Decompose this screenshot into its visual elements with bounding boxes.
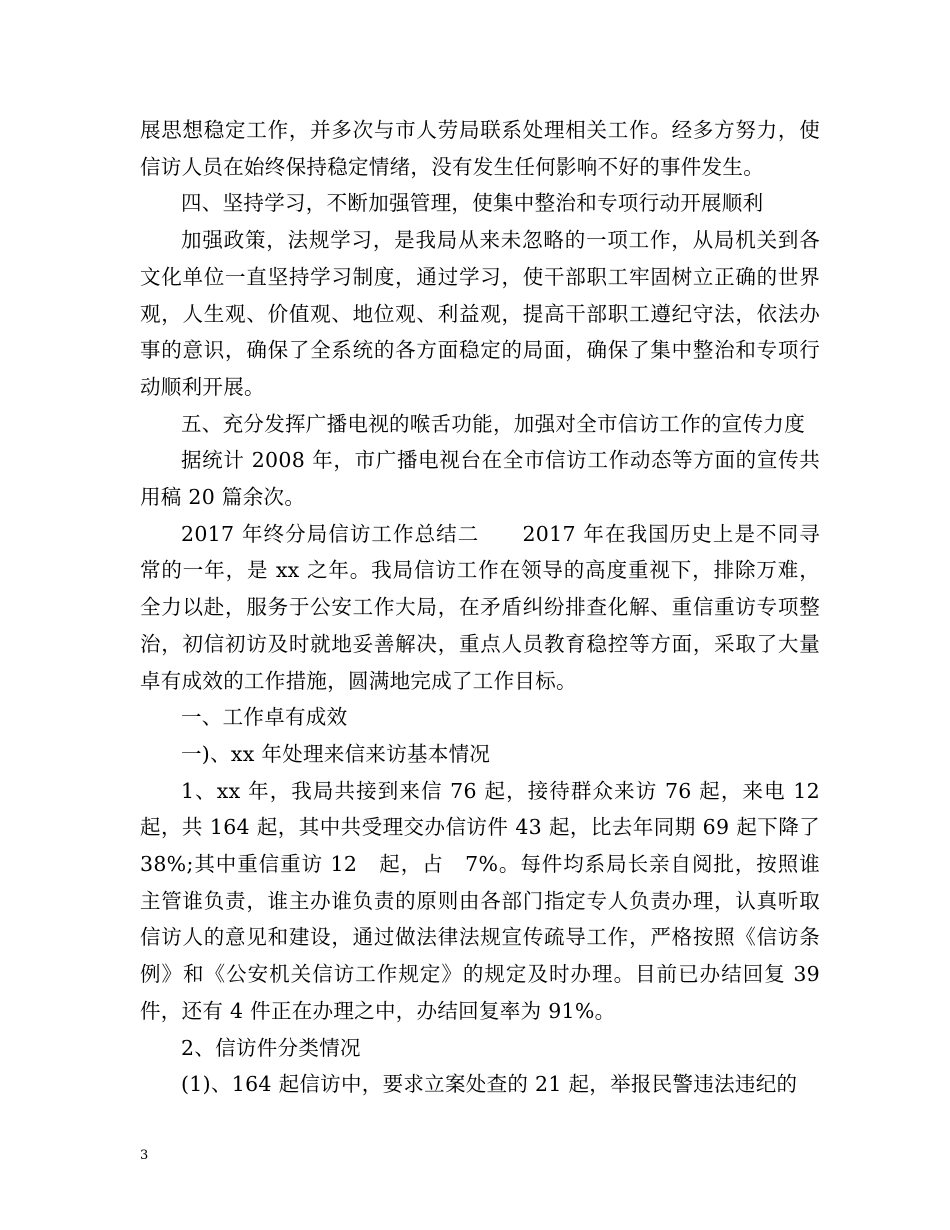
heading-subsection-one: 一)、xx 年处理来信来访基本情况 — [181, 741, 491, 766]
page-number: 3 — [140, 1148, 149, 1163]
heading-item-two: 2、信访件分类情况 — [181, 1035, 361, 1060]
paragraph-statistics: 据统计 2008 年，市广播电视台在全市信访工作动态等方面的宣传共用稿 20 篇余次。 — [140, 448, 820, 510]
document-body — [140, 112, 827, 1103]
heading-section-four: 四、坚持学习，不断加强管理，使集中整治和专项行动开展顺利 — [181, 191, 764, 216]
heading-section-five: 五、充分发挥广播电视的喉舌功能，加强对全市信访工作的宣传力度 — [181, 411, 805, 436]
paragraph-item-two-one: (1)、164 起信访中，要求立案处查的 21 起，举报民警违法违纪的 — [181, 1072, 798, 1097]
paragraph-item-one: 1、xx 年，我局共接到来信 76 起，接待群众来访 76 起，来电 12 起，共 164 起，其中共受理交办信访件 43 起，比去年同期 69 起下降了 38%;其中重信重访 12 起，占 7%。每件均系局长亲自阅批，按照谁主管谁负责，谁主办谁负责的原则由各部门指定专人负责办理，认真听取信访人的意见和建设，通过做法律法规宣传疏导工作，严格按照《信访条例》和《公安机关信访工作规定》的规定及时办理。目前已办结回复 39 件，还有 4 件正在办理之中，办结回复率为 91%。 — [140, 778, 827, 1023]
paragraph-summary-two: 2017 年终分局信访工作总结二 2017 年在我国历史上是不同寻常的一年，是 xx 之年。我局信访工作在领导的高度重视下，排除万难，全力以赴，服务于公安工作大局，在矛盾纠纷排查化解、重信重访专项整治，初信初访及时就地妥善解决，重点人员教育稳控等方面，采取了大量卓有成效的工作措施，圆满地完成了工作目标。 — [140, 521, 820, 693]
heading-section-one: 一、工作卓有成效 — [181, 705, 348, 730]
paragraph-1: 展思想稳定工作，并多次与市人劳局联系处理相关工作。经多方努力，使信访人员在始终保持稳定情绪，没有发生任何影响不好的事件发生。 — [140, 118, 820, 179]
paragraph-study: 加强政策，法规学习，是我局从来未忽略的一项工作，从局机关到各文化单位一直坚持学习制度，通过学习，使干部职工牢固树立正确的世界观，人生观、价值观、地位观、利益观，提高干部职工遵纪守法，依法办事的意识，确保了全系统的各方面稳定的局面，确保了集中整治和专项行动顺利开展。 — [140, 228, 820, 399]
